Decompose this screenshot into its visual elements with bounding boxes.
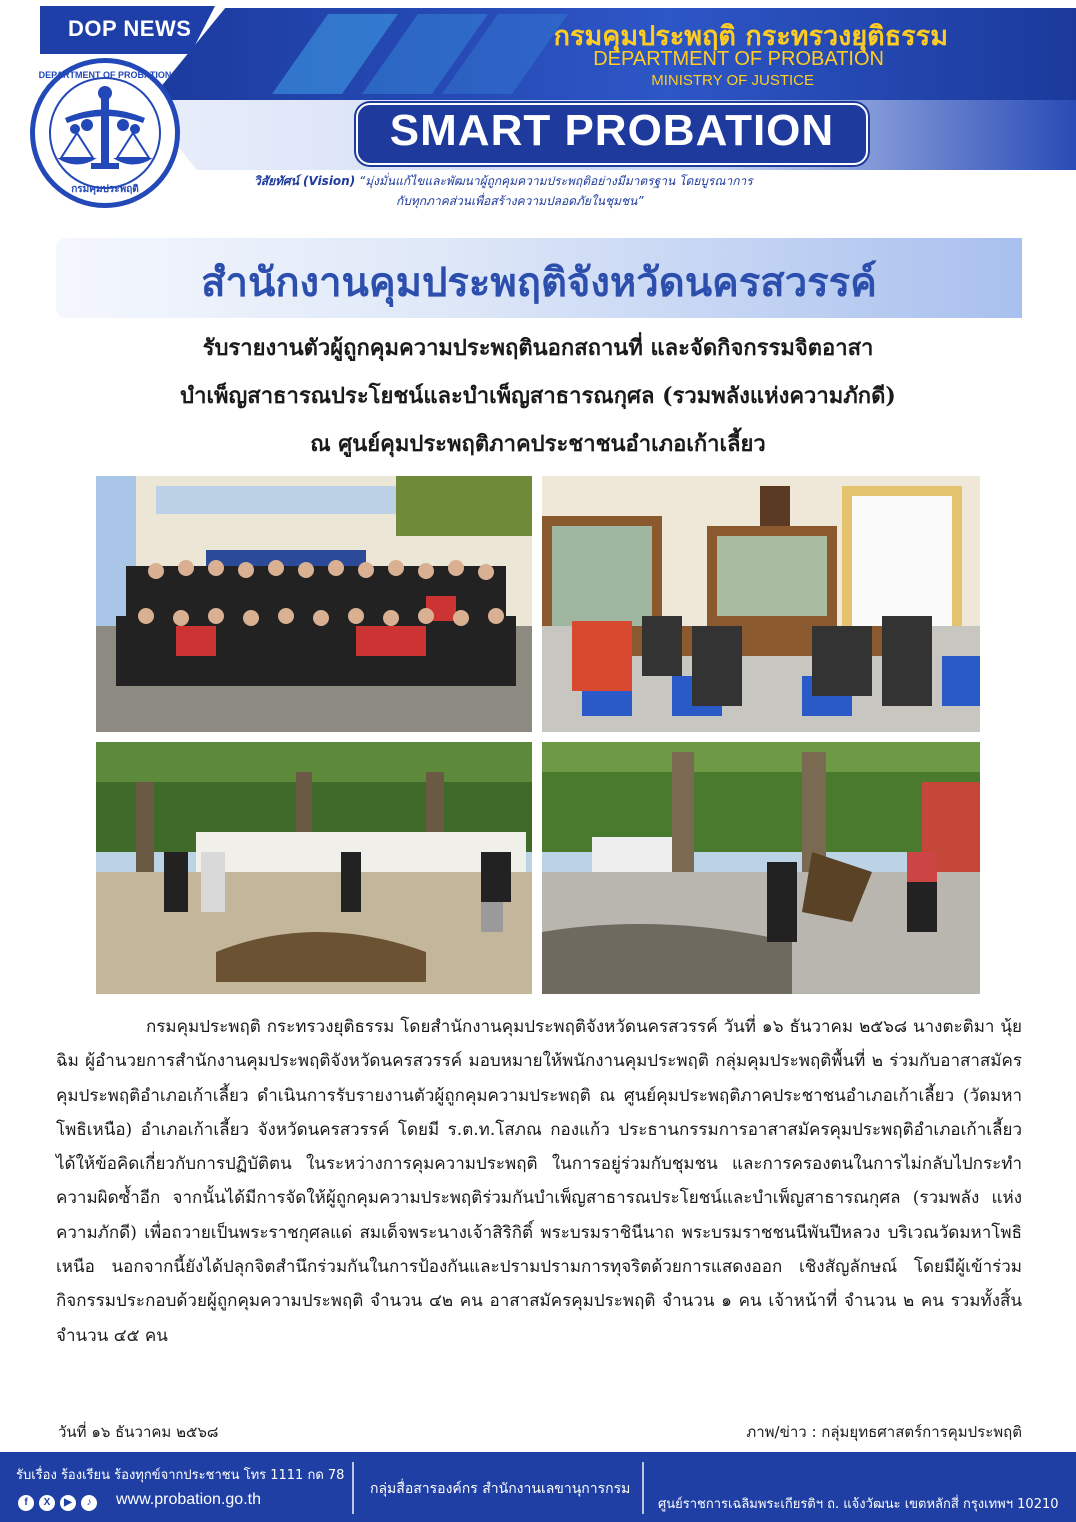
footer-divider xyxy=(352,1462,354,1514)
photo-credit: ภาพ/ข่าว : กลุ่มยุทธศาสตร์การคุมประพฤติ xyxy=(746,1423,1022,1441)
vision-text-1: “มุ่งมั่นแก้ไขและพัฒนาผู้ถูกคุมความประพฤติอย่างมีมาตรฐาน โดยบูรณาการ xyxy=(359,174,753,188)
sweeping-photo-left xyxy=(96,742,532,994)
reporting-desk-photo xyxy=(542,476,980,732)
facebook-icon[interactable]: f xyxy=(18,1495,34,1511)
subtitle-line-1: รับรายงานตัวผู้ถูกคุมความประพฤตินอกสถานที่ และจัดกิจกรรมจิตอาสา xyxy=(202,335,874,361)
x-icon[interactable]: X xyxy=(39,1495,55,1511)
english-department-name: DEPARTMENT OF PROBATION xyxy=(593,48,884,70)
footer-website-link[interactable]: www.probation.go.th xyxy=(116,1491,261,1508)
vision-line-1 xyxy=(254,172,753,191)
smart-probation-title: SMART PROBATION xyxy=(389,106,835,155)
footer-divider xyxy=(642,1462,644,1514)
footer-address: ศูนย์ราชการเฉลิมพระเกียรติฯ ถ. แจ้งวัฒนะ เขตหลักสี่ กรุงเทพฯ 10210 xyxy=(658,1497,1059,1512)
vision-label: วิสัยทัศน์ (Vision) xyxy=(254,174,356,188)
news-paragraph: กรมคุมประพฤติ กระทรวงยุติธรรม โดยสำนักงานคุมประพฤติจังหวัดนครสวรรค์ วันที่ ๑๖ ธันวาคม ๒๕๖๘ นางตะติมา นุ้ยฉิม ผู้อำนวยการสำนักงานคุมประพฤติจังหวัดนครสวรรค์ มอบหมายให้พนักงานคุมประพฤติ กลุ่มคุมประพฤติพื้นที่ ๒ ร่วมกับอาสาสมัครคุมประพฤติอำเภอเก้าเลี้ยว ดำเนินการรับรายงานตัวผู้ถูกคุมความประพฤติ ณ ศูนย์คุมประพฤติภาคประชาชนอำเภอเก้าเลี้ยว (วัดมหาโพธิเหนือ) อำเภอเก้าเลี้ยว จังหวัดนครสวรรค์ โดยมี ร.ต.ท.โสภณ กองแก้ว ประธานกรรมการอาสาสมัครคุมประพฤติอำเภอเก้าเลี้ยว ได้ให้ข้อคิดเกี่ยวกับการปฏิบัติตน ในระหว่างการคุมความประพฤติ ในการอยู่ร่วมกับชุมชน และการครองตนในการไม่กลับไปกระทำความผิดซ้ำอีก จากนั้นได้มีการจัดให้ผู้ถูกคุมความประพฤติร่วมกันบำเพ็ญสาธารณประโยชน์และบำเพ็ญสาธารณกุศล (รวมพลัง แห่งความภักดี) เพื่อถวายเป็นพระราชกุศลแด่ สมเด็จพระนางเจ้าสิริกิติ์ พระบรมราชินีนาถ พระบรมราชชนนีพันปีหลวง บริเวณวัดมหาโพธิเหนือ นอกจากนี้ยังได้ปลุกจิตสำนึกร่วมกันในการป้องกันและปรามปรามการทุจริตด้วยการแสดงออก เชิงสัญลักษณ์ โดยมีผู้เข้าร่วมกิจกรรมประกอบด้วยผู้ถูกคุมความประพฤติ จำนวน ๔๒ คน อาสาสมัครคุมประพฤติ จำนวน ๑ คน เจ้าหน้าที่ จำนวน ๒ คน รวมทั้งสิ้น จำนวน ๔๕ คน xyxy=(56,1017,1022,1346)
subtitle-line-3: ณ ศูนย์คุมประพฤติภาคประชาชนอำเภอเก้าเลี้ยว xyxy=(310,431,766,457)
social-icons xyxy=(18,1492,102,1511)
tiktok-icon[interactable]: ♪ xyxy=(81,1495,97,1511)
office-title: สำนักงานคุมประพฤติจังหวัดนครสวรรค์ xyxy=(201,260,877,306)
logo-text-bottom: กรมคุมประพฤติ xyxy=(71,184,139,195)
thai-department-name: กรมคุมประพฤติ กระทรวงยุติธรรม xyxy=(553,21,948,52)
vision-line-2: กับทุกภาคส่วนเพื่อสร้างความปลอดภัยในชุมชน” xyxy=(396,194,644,208)
group-photo xyxy=(96,476,532,732)
english-ministry-name: MINISTRY OF JUSTICE xyxy=(651,72,814,89)
footer-hotline: รับเรื่อง ร้องเรียน ร้องทุกข์จากประชาชน โทร 1111 กด 78 xyxy=(16,1468,345,1483)
subtitle-line-2: บำเพ็ญสาธารณประโยชน์และบำเพ็ญสาธารณกุศล (รวมพลังแห่งความภักดี) xyxy=(180,383,896,409)
news-body xyxy=(56,1010,1022,1353)
dop-news-label: DOP NEWS xyxy=(68,16,192,41)
footer-unit: กลุ่มสื่อสารองค์กร สำนักงานเลขานุการกรม xyxy=(370,1481,631,1497)
logo-text-top: DEPARTMENT OF PROBATION xyxy=(38,70,172,80)
sweeping-photo-right xyxy=(542,742,980,994)
news-date: วันที่ ๑๖ ธันวาคม ๒๕๖๘ xyxy=(58,1423,219,1441)
youtube-icon[interactable]: ▶ xyxy=(60,1495,76,1511)
